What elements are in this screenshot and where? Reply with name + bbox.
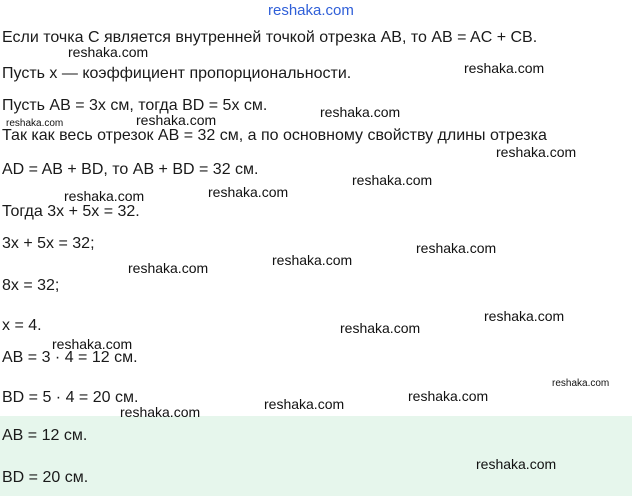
watermark: reshaka.com (408, 388, 489, 404)
watermark: reshaka.com (272, 252, 353, 268)
solution-line-6: Тогда 3x + 5x = 32. (2, 203, 140, 220)
watermark: reshaka.com (320, 104, 401, 120)
solution-line-10: AB = 3 · 4 = 12 см. (2, 349, 138, 366)
solution-line-8: 8x = 32; (2, 277, 60, 294)
solution-line-9: x = 4. (2, 317, 42, 334)
watermark: reshaka.com (52, 336, 133, 352)
watermark: reshaka.com (128, 260, 209, 276)
watermark: reshaka.com (496, 144, 577, 160)
solution-line-7: 3x + 5x = 32; (2, 235, 95, 252)
watermark: reshaka.com (340, 320, 421, 336)
watermark: reshaka.com (6, 118, 64, 129)
solution-line-2: Пусть x — коэффициент пропорциональности. (2, 65, 352, 82)
watermark: reshaka.com (484, 308, 565, 324)
watermark: reshaka.com (68, 44, 149, 60)
solution-line-1: Если точка C является внутренней точкой отрезка AB, то AB = AC + CB. (2, 29, 538, 46)
watermark: reshaka.com (208, 184, 289, 200)
answer-line-1: AB = 12 см. (2, 427, 88, 444)
solution-line-5: AD = AB + BD, то AB + BD = 32 см. (2, 161, 259, 178)
watermark: reshaka.com (64, 188, 145, 204)
watermark: reshaka.com (120, 404, 201, 420)
site-header-watermark: reshaka.com (268, 2, 354, 19)
answer-line-2: BD = 20 см. (2, 469, 89, 486)
watermark: reshaka.com (464, 60, 545, 76)
watermark: reshaka.com (476, 456, 557, 472)
watermark: reshaka.com (416, 240, 497, 256)
watermark: reshaka.com (264, 396, 345, 412)
watermark: reshaka.com (552, 378, 610, 389)
solution-line-11: BD = 5 · 4 = 20 см. (2, 389, 139, 406)
solution-line-3: Пусть AB = 3x см, тогда BD = 5x см. (2, 97, 268, 114)
watermark: reshaka.com (352, 172, 433, 188)
watermark: reshaka.com (136, 112, 217, 128)
solution-line-4: Так как весь отрезок AB = 32 см, а по основному свойству длины отрезка (2, 127, 547, 144)
